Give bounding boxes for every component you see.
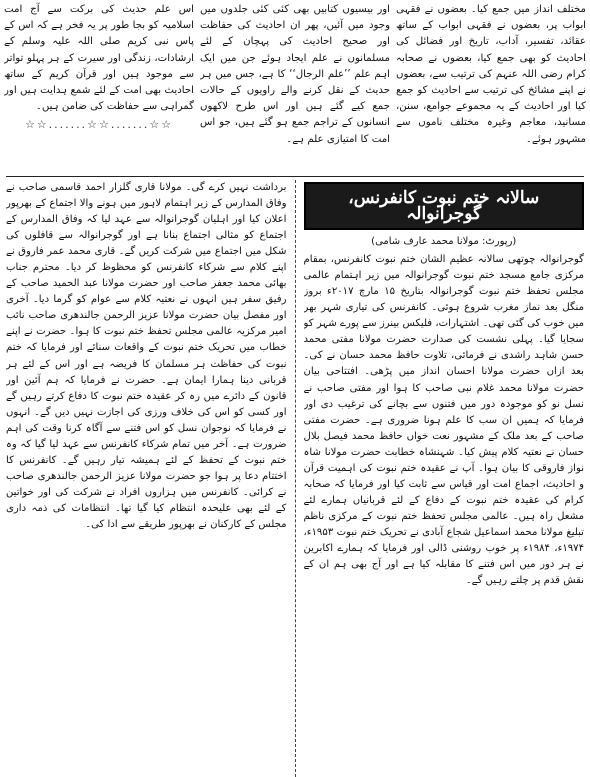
section-divider-stars: ☆☆.......☆☆.......☆☆: [24, 118, 174, 132]
article-column-left-text: برداشت نہیں کرے گی۔ مولانا قاری گلزار احمد قاسمی صاحب نے وفاق المدارس کے زیر اہتمام لاہور میں ہونے والا اجتماع کے بھرپور اعلان کیا اور اہلیان گوجرانوالہ سے عہد لیا کہ وفاق المدارس کے اجتماع کو مثالی اجتماع بنانا ہے اور گوجرانوالہ سے قافلوں کی شکل میں اجتماع میں شرکت کریں گے۔ قاری محمد عمر فاروق نے اپنے کلام سے شرکاء کانفرنس کو محظوظ کر دیا۔ محترم جناب بھائی محمد جعفر صاحب اور حضرت مولانا عبد الحمید صاحب کے رفیق سفر ہیں انہوں نے نعتیہ کلام سے عوام کو گرما دیا۔ آخری اور مفصل بیان حضرت مولانا عزیز الرحمن جالندھری صاحب نائب امیر مرکزیہ عالمی مجلس تحفظ ختم نبوت کا ہوا۔ حضرت نے اپنے خطاب میں تحریک ختم نبوت کے واقعات سنائے اور فرمایا کہ ختم نبوت کی حفاظت ہر مسلمان کا فریضہ ہے اور اس کے لئے ہر قربانی دینا ہمارا ایمان ہے۔ حضرت نے فرمایا کہ ہم آئین اور قانون کے دائرے میں رہ کر عقیدہ ختم نبوت کا دفاع کرتے رہیں گے اور کسی کو اس کی خلاف ورزی کی اجازت نہیں دیں گے۔ انہوں نے فرمایا کہ نوجوان نسل کو اس فتنے سے آگاہ کرنا وقت کی اہم ضرورت ہے۔ آخر میں تمام شرکاء کانفرنس سے عہد لیا گیا کہ وہ ختم نبوت کے تحفظ کے لئے ہمیشہ تیار رہیں گے۔ کانفرنس کا اختتام دعا پر ہوا جو حضرت مولانا عزیز الرحمن جالندھری صاحب نے کرائی۔ کانفرنس میں ہزاروں افراد نے شرکت کی اور خواتین کے لئے بھی علیحدہ انتظام کیا گیا تھا۔ انتظامات کی ذمہ داری مجلس کے کارکنان نے بھرپور طریقے سے ادا کی۔: [6, 182, 287, 530]
article-headline: سالانہ ختم نبوت کانفرنس، گوجرانوالہ: [304, 182, 585, 230]
article-column-right: [304, 180, 585, 777]
top-column-right: [396, 2, 586, 174]
article-byline: (رپورٹ: مولانا محمد عارف شامی): [371, 236, 517, 248]
top-column-middle: [200, 2, 390, 174]
article-column-left: [6, 180, 287, 777]
top-section: [0, 0, 590, 174]
top-column-left-text: اس علم حدیث کی برکت سے آج امت اسلامیہ کو بجا طور پر یہ فخر ہے کہ اس کے پاس نبی کریم صلی اللہ علیہ وسلم کے ارشادات، زندگی اور سیرت کے ہر پہلو تواتر سے موجود ہیں اور قرآن کریم کے ساتھ احادیث بھی امت کے لئے شمع ہدایت ہیں اور گمراہی سے حفاظت کی ضامن ہیں۔: [4, 4, 194, 113]
article-section: [0, 180, 590, 777]
section-rule: [6, 176, 584, 177]
top-column-middle-text: اور بیسیوں کتابیں بھی کئی کئی جلدوں میں وجود میں آئیں، پھر ان احادیث کی حفاظت اور صحیح احادیث کی پہچان کے لئے مسلمانوں نے علم ایجاد ہوئے جن میں ایک اہم علم ’’علم الرجال‘‘ کا ہے، جس میں ہر حدیث کے نقل کرنے والے راویوں کے حالات جمع کیے گئے ہیں اور اس طرح لاکھوں انسانوں کے تراجم جمع ہو گئے ہیں، جو اس امت کا امتیازی علم ہے۔: [200, 4, 390, 145]
top-column-right-text: مختلف انداز میں جمع کیا۔ بعضوں نے فقہی ابواب پر، بعضوں نے فقہی ابواب کے ساتھ عقائد، تفسیر، آداب، تاریخ اور فضائل کی احادیث کو بھی جمع کیا، بعضوں نے صحابہ کرام رضی اللہ عنہم کی ترتیب سے، بعضوں نے اپنے مشائخ کی ترتیب سے احادیث کو جمع کیا اور احادیث کے یہ مجموعے جوامع، سنن، مسانید، معاجم وغیرہ مختلف ناموں سے مشہور ہوئے۔: [396, 4, 586, 145]
article-column-right-text: گوجرانوالہ چوتھی سالانہ عظیم الشان ختم نبوت کانفرنس، بمقام مرکزی جامع مسجد ختم نبوت گوجرانوالہ میں زیر اہتمام عالمی مجلس تحفظ ختم نبوت گوجرانوالہ بتاریخ ۱۵ مارچ ۲۰۱۷ء بروز منگل بعد نماز مغرب شروع ہوئی۔ کانفرنس کی تیاری شہر بھر میں خوب کی گئی تھی۔ اشتہارات، فلیکس بینرز سے پورے شہر کو سجایا گیا۔ پہلی نشست کی صدارت حضرت مولانا مفتی محمد حسن شاہد راشدی نے فرمائی، تلاوت حافظ محمد حسان نے کی۔ بعد ازاں حضرت مولانا احسان انداز میں پڑھی۔ افتتاحی بیان حضرت مولانا محمد غلام نبی صاحب کا ہوا اور مفتی صاحب نے نسل نو کو موجودہ دور میں فتنوں سے بچانے کی ترغیب دی اور فرمایا کہ ہمیں ان سب کا علم ہونا ضروری ہے۔ حضرت مفتی صاحب کے بعد ملک کے مشہور نعت خواں حافظ محمد فیصل بلال حسان نے نعتیہ کلام پیش کیا۔ شہنشاہ خطابت حضرت مولانا شاہ نواز فاروقی کا بیان ہوا۔ آپ نے عقیدہ ختم نبوت کی اہمیت قرآن و احادیث، اجماع امت اور قیاس سے ثابت کیا اور فرمایا کہ صحابہ کرام کی عقیدہ ختم نبوت کے دفاع کے لئے قربانیاں ہمارے لئے مشعل راہ ہیں۔ عالمی مجلس تحفظ ختم نبوت کے مرکزی ناظم تبلیغ مولانا محمد اسماعیل شجاع آبادی نے تحریک ختم نبوت ۱۹۵۳ء، ۱۹۷۴ء، ۱۹۸۴ء پر خوب روشنی ڈالی اور فرمایا کہ ہمارے اکابرین نے ہر دور میں اس فتنے کا مقابلہ کیا ہے اور آج بھی ہم ان کے نقش قدم پر چلتے رہیں گے۔: [303, 254, 584, 587]
column-divider: [295, 180, 296, 777]
top-column-left: [4, 2, 194, 174]
